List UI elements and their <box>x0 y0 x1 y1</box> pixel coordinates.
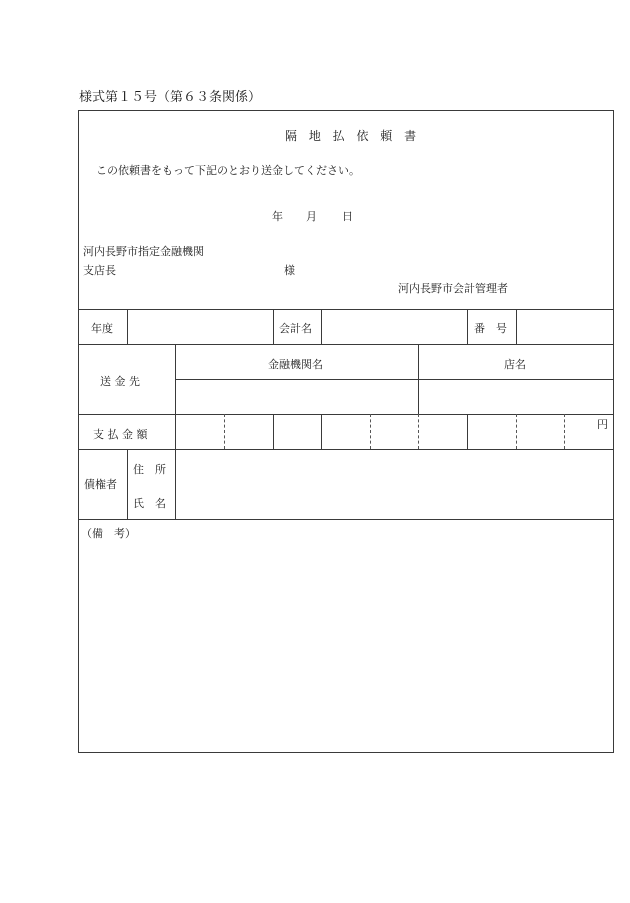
request-text: この依頼書をもって下記のとおり送金してください。 <box>96 164 360 177</box>
header-bank-name: 金融機関名 <box>268 358 323 371</box>
date-day: 日 <box>342 210 353 223</box>
creditor-divider <box>127 449 128 519</box>
field-branch[interactable] <box>419 380 613 413</box>
rule-row1-bottom <box>78 344 614 345</box>
label-payment-amount: 支 払 金 額 <box>93 428 148 441</box>
field-creditor-address[interactable] <box>176 450 613 484</box>
header-branch: 店名 <box>504 358 526 371</box>
amount-unit-yen: 円 <box>597 418 608 431</box>
row1-divider-4 <box>467 309 468 344</box>
date-year: 年 <box>272 210 283 223</box>
field-remarks[interactable] <box>79 540 613 752</box>
field-payment-amount[interactable] <box>176 415 613 449</box>
label-address: 住 所 <box>133 463 166 476</box>
form-number: 様式第１５号（第６３条関係） <box>79 90 262 105</box>
label-remittance: 送 金 先 <box>100 375 140 388</box>
label-fiscal-year: 年度 <box>91 322 113 335</box>
field-number[interactable] <box>517 310 613 344</box>
addressee-institution: 河内長野市指定金融機関 <box>83 245 204 258</box>
field-fiscal-year[interactable] <box>128 310 272 344</box>
sender-name: 河内長野市会計管理者 <box>398 282 508 295</box>
date-month: 月 <box>306 210 317 223</box>
row1-divider-2 <box>273 309 274 344</box>
addressee-honorific: 様 <box>284 264 295 277</box>
label-number: 番 号 <box>474 322 507 335</box>
addressee-branch-manager: 支店長 <box>83 264 116 277</box>
field-creditor-name[interactable] <box>176 485 613 518</box>
label-account-name: 会計名 <box>279 322 312 335</box>
field-bank-name[interactable] <box>176 380 417 413</box>
label-creditor: 債権者 <box>84 478 117 491</box>
rule-creditor-bottom <box>78 519 614 520</box>
label-remarks: （備 考） <box>81 527 136 540</box>
label-name: 氏 名 <box>133 497 166 510</box>
field-account-name[interactable] <box>322 310 466 344</box>
form-title: 隔 地 払 依 頼 書 <box>285 129 421 143</box>
